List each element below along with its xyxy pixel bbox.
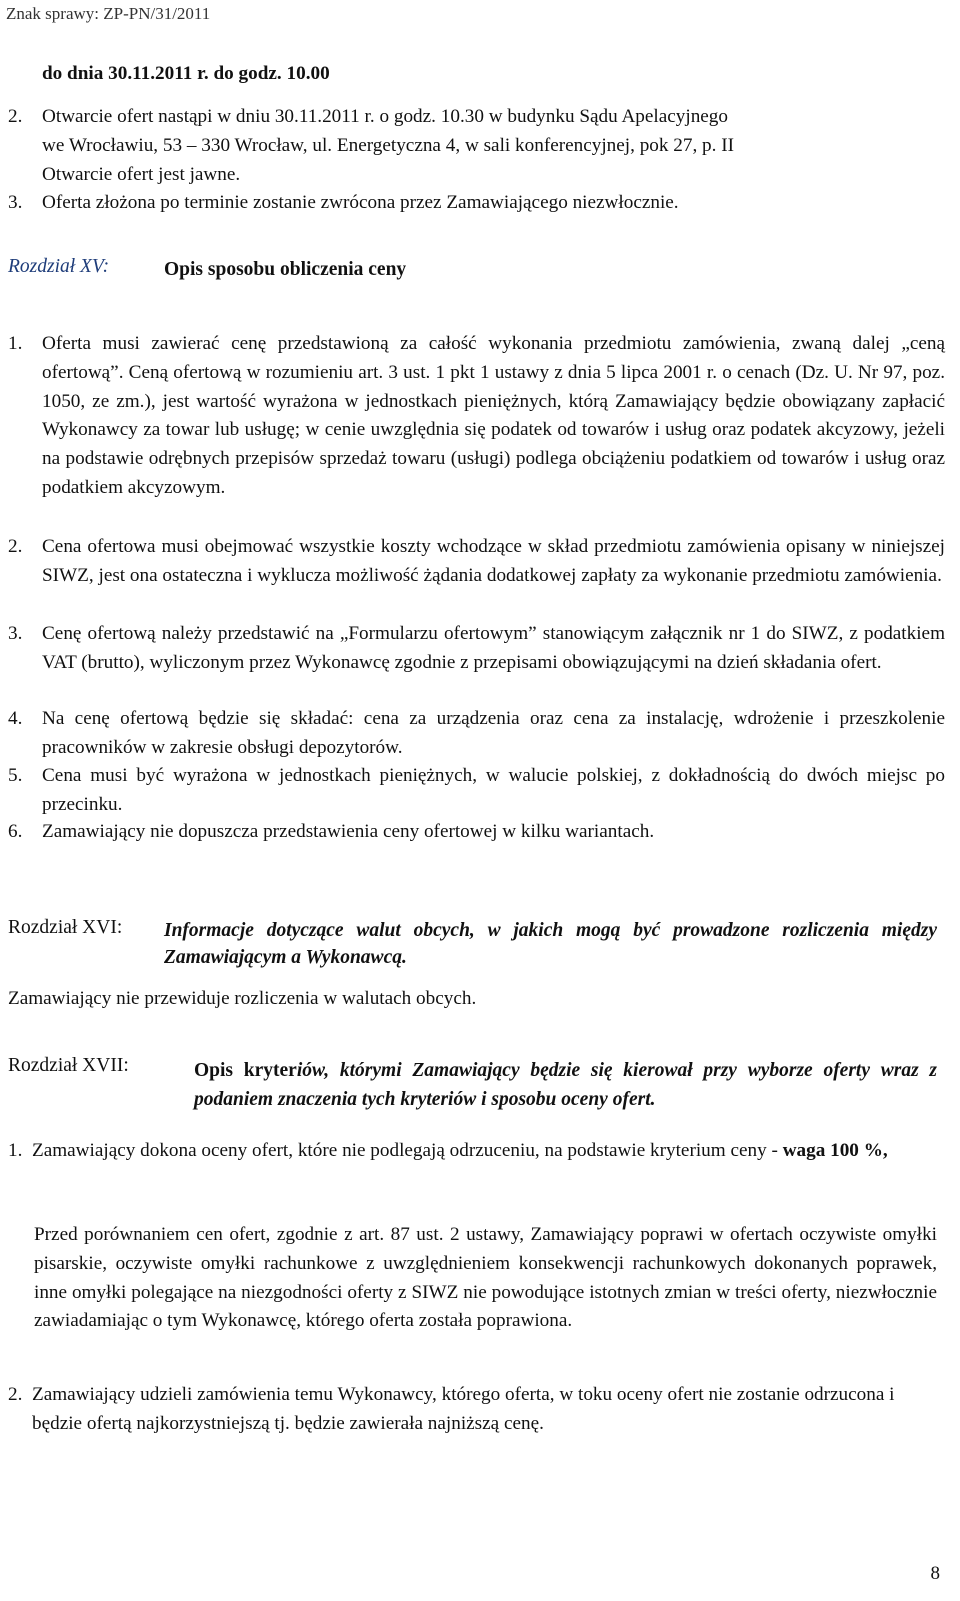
item-number: 5. xyxy=(8,765,23,786)
price-weight: waga 100 %, xyxy=(782,1140,888,1161)
correction-paragraph: Przed porównaniem cen ofert, zgodnie z art. 87 ust. 2 ustawy, Zamawiający poprawi w ofertach oczywiste omyłki pisarskie, oczywiste omyłki rachunkowe z uwzględnieniem konsekwencji rachunkowych dokonanych poprawek, inne omyłki polegające na niezgodności oferty z SIWZ nie powodujące istotnych zmian w treści oferty, niezwłocznie zawiadamiając o tym Wykonawcę, którego oferta została poprawiona. xyxy=(34,1224,937,1332)
item-number: 3. xyxy=(8,192,23,213)
list-item-text: Zamawiający udzieli zamówienia temu Wykonawcy, którego oferta, w toku oceny ofert nie zostanie odrzucona i będzie ofertą najkorzystniejszą tj. będzie zawierała najniższą cenę. xyxy=(32,1384,895,1434)
list-item-text: Zamawiający dokona oceny ofert, które nie podlegają odrzuceniu, na podstawie kryterium ceny - waga 100 %, xyxy=(32,1140,888,1161)
item-number: 3. xyxy=(8,623,23,644)
list-item-text: Cena musi być wyrażona w jednostkach pieniężnych, w walucie polskiej, z dokładnością do dwóch miejsc po przecinku. xyxy=(42,765,945,815)
item-number: 1. xyxy=(8,1140,23,1161)
chapter-17-title xyxy=(194,1056,937,1114)
chapter-15-title: Opis sposobu obliczenia ceny xyxy=(164,259,407,280)
list-item-text: Oferta musi zawierać cenę przedstawioną za całość wykonania przedmiotu zamówienia, zwaną dalej „ceną ofertową”. Ceną ofertową w rozumieniu art. 3 ust. 1 pkt 1 ustawy z dnia 5 lipca 2001 r. o cenach (Dz. U. Nr 97, poz. 1050, ze zm.), jest wartość wyrażona w jednostkach pieniężnych, którą Zamawiający będzie obowiązany zapłacić Wykonawcy za towar lub usługę; w cenie uwzględnia się podatek od towarów i usług oraz podatek akcyzowy, jeżeli na podstawie odrębnych przepisów sprzedaż towaru (usługi) podlega obciążeniu podatkiem od towarów i usług oraz podatkiem akcyzowym. xyxy=(42,333,945,498)
item-number: 1. xyxy=(8,333,23,354)
chapter-15-label: Rozdział XV: xyxy=(8,256,110,277)
chapter-16-title: Informacje dotyczące walut obcych, w jakich mogą być prowadzone rozliczenia między Zamawiającym a Wykonawcą. xyxy=(164,920,937,968)
item-number: 6. xyxy=(8,821,23,842)
chapter-17-label: Rozdział XVII: xyxy=(8,1055,129,1076)
submission-deadline: do dnia 30.11.2011 r. do godz. 10.00 xyxy=(42,63,330,84)
list-item-text: Cenę ofertową należy przedstawić na „Formularzu ofertowym” stanowiącym załącznik nr 1 do SIWZ, z podatkiem VAT (brutto), wyliczonym przez Wykonawcę zgodnie z przepisami obowiązującymi na dzień składania ofert. xyxy=(42,623,945,673)
chapter-17-title-italic: iów, którymi Zamawiający będzie się kierował przy wyborze oferty wraz z podaniem znaczenia tych kryteriów i sposobu oceny ofert. xyxy=(194,1060,938,1110)
opening-line-1: Otwarcie ofert nastąpi w dniu 30.11.2011 r. o godz. 10.30 w budynku Sądu Apelacyjnego xyxy=(42,106,728,127)
opening-line-3: Otwarcie ofert jest jawne. xyxy=(42,163,241,185)
item-number: 4. xyxy=(8,708,23,729)
page-number: 8 xyxy=(930,1563,940,1584)
list-item-text: Na cenę ofertową będzie się składać: cena za urządzenia oraz cena za instalację, wdrożenie i przeszkolenie pracowników w zakresie obsługi depozytorów. xyxy=(42,708,945,758)
chapter-17-title-plain: Opis kryter xyxy=(194,1060,297,1081)
chapter-16-body: Zamawiający nie przewiduje rozliczenia w walutach obcych. xyxy=(8,988,477,1009)
item-number: 2. xyxy=(8,106,23,127)
opening-line-2: we Wrocławiu, 53 – 330 Wrocław, ul. Energetyczna 4, w sali konferencyjnej, pok 27, p. II xyxy=(42,134,735,156)
item-number: 2. xyxy=(8,536,23,557)
list-item-text: Zamawiający nie dopuszcza przedstawienia ceny ofertowej w kilku wariantach. xyxy=(42,821,655,842)
list-item-text: Cena ofertowa musi obejmować wszystkie koszty wchodzące w skład przedmiotu zamówienia opisany w niniejszej SIWZ, jest ona ostateczna i wyklucza możliwość żądania dodatkowej zapłaty za wykonanie przedmiotu zamówienia. xyxy=(42,536,945,586)
item-number: 2. xyxy=(8,1384,23,1405)
chapter-16-label: Rozdział XVI: xyxy=(8,917,123,938)
case-number-header: Znak sprawy: ZP-PN/31/2011 xyxy=(6,4,211,23)
late-offer-text: Oferta złożona po terminie zostanie zwrócona przez Zamawiającego niezwłocznie. xyxy=(42,192,679,213)
